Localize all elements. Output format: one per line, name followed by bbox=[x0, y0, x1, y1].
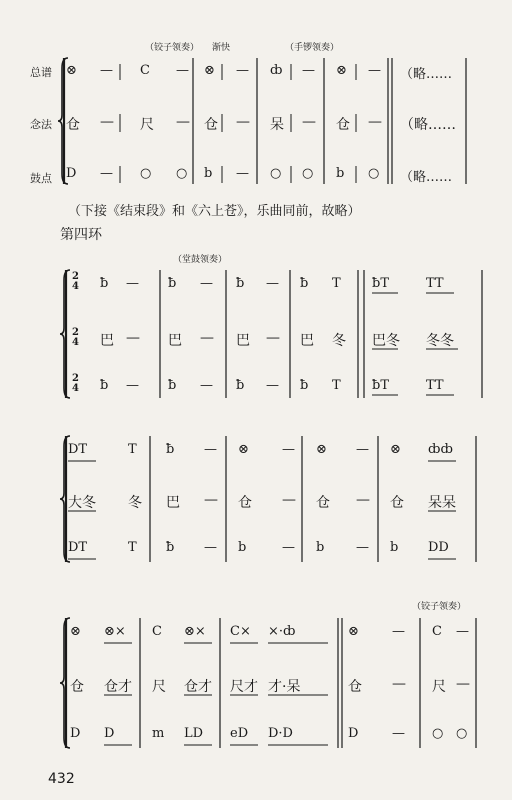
cell-s1-r1-c3: — bbox=[176, 114, 190, 130]
section-title: 第四环 bbox=[60, 227, 102, 243]
cell-s4-r2-c8: ○ bbox=[432, 726, 444, 741]
cell-s1-r1-c7: — bbox=[302, 114, 316, 130]
cell-s1-r0-c5: — bbox=[236, 63, 249, 78]
cell-s2-r1-c6: 巴 bbox=[300, 333, 314, 349]
cell-s1-r2-c9: ○ bbox=[368, 166, 380, 181]
cell-s1-r1-c0: 仓 bbox=[66, 117, 80, 133]
cell-s3-r1-c7: — bbox=[356, 492, 370, 508]
row-label-drum: 鼓点 bbox=[30, 172, 52, 185]
cell-s4-r2-c6: D bbox=[348, 726, 359, 741]
cell-s3-r1-c9: 呆呆 bbox=[428, 495, 456, 511]
cell-s3-r2-c4: b bbox=[238, 540, 247, 555]
cell-s2-r0-c5: — bbox=[266, 276, 279, 291]
cell-s2-r0-c1: — bbox=[126, 276, 139, 291]
cell-s2-r1-c2: 巴 bbox=[168, 333, 182, 349]
cell-s2-r2-c5: — bbox=[266, 378, 279, 393]
cell-s4-r2-c7: — bbox=[392, 726, 405, 741]
cell-s2-r1-c7: 冬 bbox=[332, 333, 346, 349]
cell-s4-r0-c1: ⊗× bbox=[104, 624, 126, 639]
cell-s4-r0-c6: ⊗ bbox=[348, 624, 359, 639]
cell-s4-r1-c1: 仓才 bbox=[104, 679, 132, 695]
cell-s4-r1-c7: — bbox=[392, 676, 406, 692]
cell-s3-r1-c8: 仓 bbox=[390, 495, 404, 511]
page-number: 432 bbox=[48, 771, 75, 787]
continuation-note: （下接《结束段》和《六上苍》，乐曲同前，故略） bbox=[68, 204, 361, 219]
annotation-jiaozi-lead-2: （铰子领奏） bbox=[412, 602, 467, 612]
cell-s3-r1-c3: — bbox=[204, 492, 218, 508]
cell-s3-r1-c5: — bbox=[282, 492, 296, 508]
cell-s1-r1-c1: — bbox=[100, 114, 114, 130]
time-signature-3: 2 4 bbox=[72, 373, 79, 394]
cell-s1-r2-c4: b bbox=[204, 166, 213, 181]
cell-s2-r2-c7: T bbox=[332, 378, 341, 393]
cell-s3-r0-c2: ƀ bbox=[166, 442, 175, 457]
cell-s3-r0-c9: ȸȸ bbox=[428, 442, 453, 457]
cell-s2-r0-c2: ƀ bbox=[168, 276, 177, 291]
cell-s3-r2-c7: — bbox=[356, 540, 369, 555]
cell-s4-r1-c4: 尺才 bbox=[230, 679, 258, 695]
cell-s1-r2-c7: ○ bbox=[302, 166, 314, 181]
cell-s3-r0-c5: — bbox=[282, 442, 295, 457]
cell-s2-r1-c0: 巴 bbox=[100, 333, 114, 349]
cell-s1-r1-c4: 仓 bbox=[204, 117, 218, 133]
cell-s1-r0-c4: ⊗ bbox=[204, 63, 215, 78]
cell-s2-r1-c9: 冬冬 bbox=[426, 333, 454, 349]
cell-s3-r2-c2: ƀ bbox=[166, 540, 175, 555]
cell-s1-r2-c5: — bbox=[236, 166, 249, 181]
cell-s1-r2-c10: （略…… bbox=[400, 170, 453, 185]
cell-s1-r1-c6: 呆 bbox=[270, 117, 284, 133]
cell-s3-r2-c3: — bbox=[204, 540, 217, 555]
annotation-jiaozi-lead: （铰子领奏） bbox=[145, 43, 200, 53]
cell-s1-r0-c0: ⊗ bbox=[66, 63, 77, 78]
cell-s1-r1-c8: 仓 bbox=[336, 117, 350, 133]
cell-s3-r2-c0: DT bbox=[68, 540, 88, 555]
cell-s4-r1-c2: 尺 bbox=[152, 679, 166, 695]
cell-s3-r2-c9: DD bbox=[428, 540, 449, 555]
cell-s1-r2-c1: — bbox=[100, 166, 113, 181]
cell-s3-r1-c4: 仓 bbox=[238, 495, 252, 511]
cell-s2-r2-c8: ƀT bbox=[372, 378, 389, 393]
cell-s3-r2-c8: b bbox=[390, 540, 399, 555]
cell-s3-r0-c1: T bbox=[128, 442, 137, 457]
time-signature-2: 2 4 bbox=[72, 327, 79, 348]
cell-s2-r0-c7: T bbox=[332, 276, 341, 291]
cell-s2-r2-c3: — bbox=[200, 378, 213, 393]
cell-s3-r0-c7: — bbox=[356, 442, 369, 457]
cell-s4-r0-c0: ⊗ bbox=[70, 624, 81, 639]
cell-s3-r1-c1: 冬 bbox=[128, 495, 142, 511]
cell-s1-r0-c10: （略…… bbox=[400, 67, 453, 82]
annotation-tanggu-lead: （堂鼓领奏） bbox=[173, 255, 228, 265]
cell-s3-r2-c1: T bbox=[128, 540, 137, 555]
cell-s1-r0-c1: — bbox=[100, 63, 113, 78]
cell-s3-r1-c2: 巴 bbox=[166, 495, 180, 511]
cell-s2-r1-c4: 巴 bbox=[236, 333, 250, 349]
cell-s4-r0-c2: C bbox=[152, 624, 162, 639]
cell-s4-r2-c9: ○ bbox=[456, 726, 468, 741]
cell-s2-r2-c0: ƀ bbox=[100, 378, 109, 393]
cell-s1-r2-c8: b bbox=[336, 166, 345, 181]
cell-s4-r2-c5: D·D bbox=[268, 726, 293, 741]
cell-s1-r1-c10: （略…… bbox=[400, 117, 456, 133]
cell-s4-r0-c8: C bbox=[432, 624, 442, 639]
cell-s2-r0-c8: ƀT bbox=[372, 276, 389, 291]
cell-s2-r2-c4: ƀ bbox=[236, 378, 245, 393]
cell-s4-r0-c7: — bbox=[392, 624, 405, 639]
cell-s2-r0-c6: ƀ bbox=[300, 276, 309, 291]
cell-s1-r0-c3: — bbox=[176, 63, 189, 78]
time-signature-1: 2 4 bbox=[72, 271, 79, 292]
cell-s4-r2-c1: D bbox=[104, 726, 115, 741]
cell-s3-r0-c8: ⊗ bbox=[390, 442, 401, 457]
cell-s3-r0-c6: ⊗ bbox=[316, 442, 327, 457]
cell-s4-r2-c0: D bbox=[70, 726, 81, 741]
row-label-recitation: 念法 bbox=[30, 118, 52, 131]
cell-s4-r0-c3: ⊗× bbox=[184, 624, 206, 639]
cell-s2-r0-c4: ƀ bbox=[236, 276, 245, 291]
cell-s2-r1-c8: 巴冬 bbox=[372, 333, 400, 349]
cell-s4-r0-c5: ×·ȸ bbox=[268, 624, 296, 639]
cell-s3-r1-c0: 大冬 bbox=[68, 495, 96, 511]
cell-s2-r1-c3: — bbox=[200, 330, 214, 346]
cell-s4-r0-c9: — bbox=[456, 624, 469, 639]
annotation-accelerando: 渐快 bbox=[212, 43, 231, 53]
cell-s3-r2-c5: — bbox=[282, 540, 295, 555]
cell-s1-r0-c9: — bbox=[368, 63, 381, 78]
cell-s2-r2-c2: ƀ bbox=[168, 378, 177, 393]
cell-s1-r2-c3: ○ bbox=[176, 166, 188, 181]
cell-s1-r2-c0: D bbox=[66, 166, 77, 181]
cell-s3-r0-c4: ⊗ bbox=[238, 442, 249, 457]
cell-s2-r1-c1: — bbox=[126, 330, 140, 346]
cell-s1-r2-c6: ○ bbox=[270, 166, 282, 181]
cell-s2-r0-c0: ƀ bbox=[100, 276, 109, 291]
cell-s4-r1-c3: 仓才 bbox=[184, 679, 212, 695]
cell-s1-r1-c2: 尺 bbox=[140, 117, 154, 133]
cell-s4-r1-c6: 仓 bbox=[348, 679, 362, 695]
cell-s4-r1-c8: 尺 bbox=[432, 679, 446, 695]
cell-s3-r1-c6: 仓 bbox=[316, 495, 330, 511]
cell-s4-r0-c4: C× bbox=[230, 624, 251, 639]
cell-s1-r2-c2: ○ bbox=[140, 166, 152, 181]
cell-s2-r2-c1: — bbox=[126, 378, 139, 393]
row-label-score: 总谱 bbox=[30, 66, 52, 79]
annotation-shouluo-lead: （手锣领奏） bbox=[285, 43, 340, 53]
cell-s2-r0-c3: — bbox=[200, 276, 213, 291]
cell-s1-r0-c8: ⊗ bbox=[336, 63, 347, 78]
cell-s2-r2-c6: ƀ bbox=[300, 378, 309, 393]
cell-s1-r1-c5: — bbox=[236, 114, 250, 130]
cell-s4-r2-c3: LD bbox=[184, 726, 204, 741]
cell-s1-r1-c9: — bbox=[368, 114, 382, 130]
cell-s1-r0-c6: ȸ bbox=[270, 63, 283, 78]
cell-s4-r2-c4: eD bbox=[230, 726, 249, 741]
cell-s4-r1-c5: 才·呆 bbox=[268, 679, 301, 695]
cell-s3-r0-c0: DT bbox=[68, 442, 88, 457]
cell-s4-r1-c0: 仓 bbox=[70, 679, 84, 695]
cell-s4-r2-c2: m bbox=[152, 726, 165, 741]
cell-s1-r0-c7: — bbox=[302, 63, 315, 78]
cell-s2-r2-c9: TT bbox=[426, 378, 444, 393]
cell-s2-r1-c5: — bbox=[266, 330, 280, 346]
cell-s1-r0-c2: C bbox=[140, 63, 150, 78]
cell-s3-r0-c3: — bbox=[204, 442, 217, 457]
cell-s3-r2-c6: b bbox=[316, 540, 325, 555]
cell-s2-r0-c9: TT bbox=[426, 276, 444, 291]
cell-s4-r1-c9: — bbox=[456, 676, 470, 692]
